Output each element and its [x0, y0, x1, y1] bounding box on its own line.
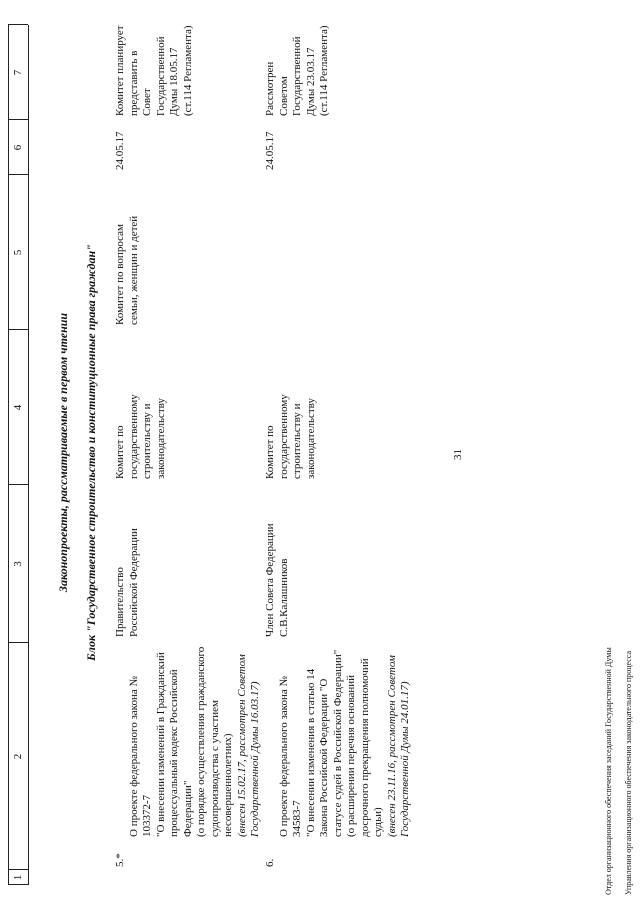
row-number: 5.*	[114, 853, 126, 867]
bill-status: Рассмотрен Советом Государственной Думы 23.03.17 (ст.114 Регламента)	[264, 25, 330, 116]
column-header-2: 2	[12, 753, 24, 760]
block-title: Блок "Государственное строительство и конституционные права граждан"	[84, 244, 98, 661]
bill-author: Правительство Российской Федерации	[114, 528, 140, 637]
column-header-5: 5	[12, 249, 24, 256]
bill-note: (внесен 23.11.16, рассмотрен Советом Государственной Думы 24.01.17)	[385, 655, 411, 837]
bill-status: Комитет планирует представить в Совет Государственной Думы 18.05.17 (ст.114 Регламента)	[114, 25, 194, 116]
consideration-date: 24.05.17	[114, 131, 126, 170]
column-header-4: 4	[12, 404, 24, 411]
page-number: 31	[452, 449, 464, 460]
bill-note: (внесен 15.02.17, рассмотрен Советом Государственной Думы 16.03.17)	[235, 654, 261, 837]
lead-committee: Комитет по государственному строительству и законодательству	[264, 394, 317, 479]
consideration-date: 24.05.17	[264, 131, 276, 170]
column-header-3: 3	[12, 561, 24, 567]
row-title	[264, 645, 426, 837]
column-header-6: 6	[12, 144, 24, 151]
bill-title: О проекте федерального закона № 34583-7 "О внесении изменения в статью 14 Закона Российской Федерации "О статусе судей в Российской Федерации" (о расширении перечня оснований досрочного прекращения полномочий судьи)	[277, 649, 384, 837]
header-top-rule	[8, 25, 9, 885]
column-header-1: 1	[12, 874, 24, 881]
co-committee: Комитет по вопросам семьи, женщин и детей	[114, 215, 140, 325]
bill-title: О проекте федерального закона № 103372-7 "О внесении изменений в Гражданский процессуальный кодекс Российской Федерации" (о порядке осуществления гражданского судопроизводства с участием несовершеннолетних)	[127, 646, 234, 837]
footer	[594, 595, 640, 895]
section-title: Законопроекты, рассматриваемые в первом чтении	[56, 312, 70, 593]
bill-author: Член Совета Федерации С.В.Калашников	[264, 523, 290, 637]
column-header-7: 7	[12, 69, 24, 76]
row-title	[114, 645, 276, 837]
footer-line-2: Управления организационного обеспечения законодательного процесса	[624, 650, 633, 895]
lead-committee: Комитет по государственному строительству и законодательству	[114, 394, 167, 479]
row-number: 6.	[264, 858, 276, 867]
footer-line-1: Отдел организационного обеспечения заседаний Государственной Думы	[604, 647, 613, 895]
header-bottom-rule	[28, 25, 29, 885]
